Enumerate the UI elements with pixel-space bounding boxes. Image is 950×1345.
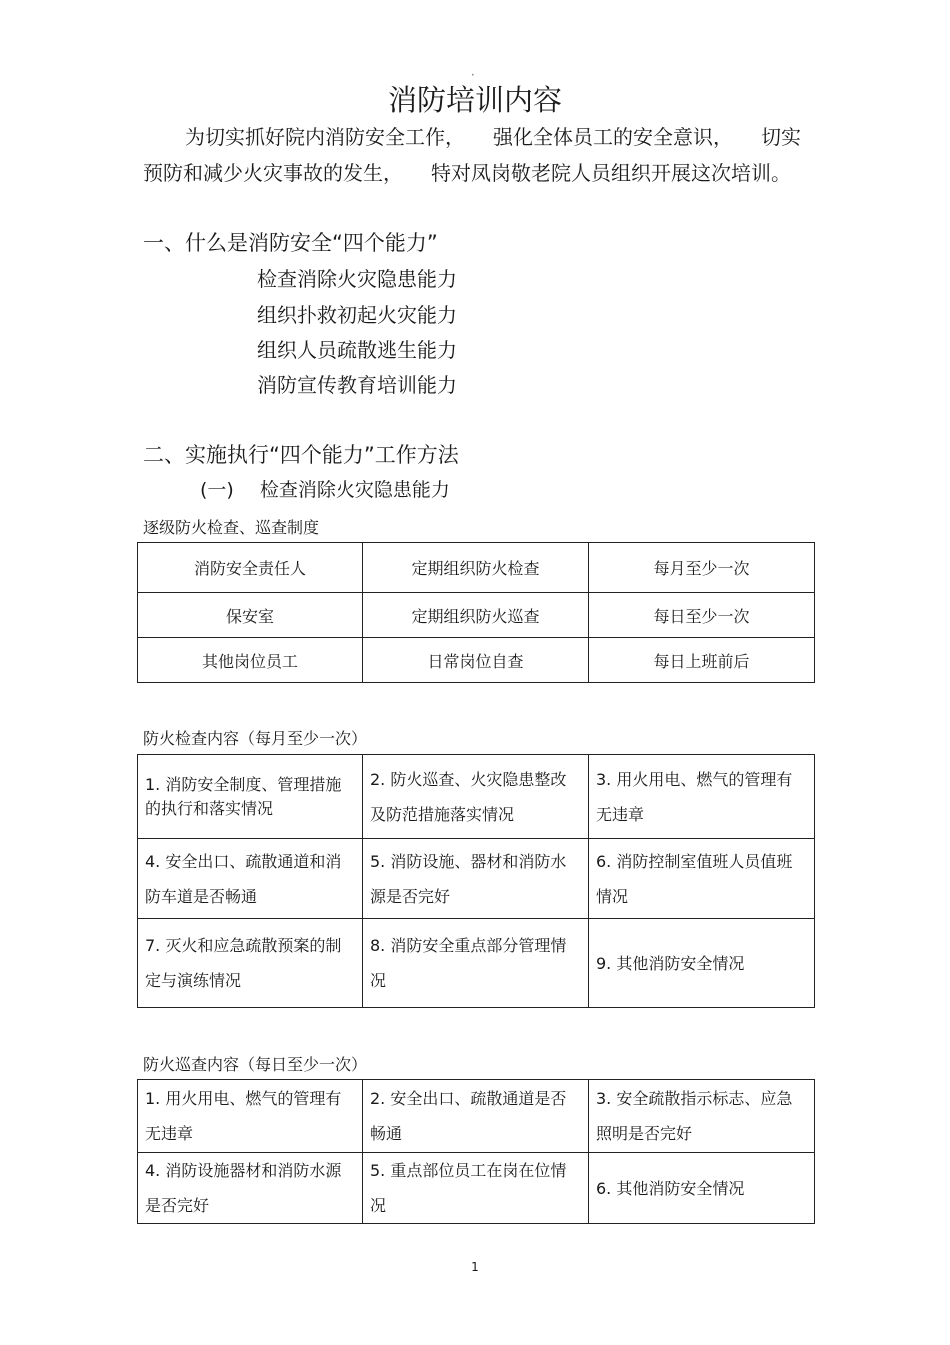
intro-line-2: 预防和减少火灾事故的发生， 特对凤岗敬老院人员组织开展这次培训。 bbox=[143, 161, 791, 185]
decorative-dot: • bbox=[471, 72, 475, 79]
table-cell: 每日至少一次 bbox=[589, 593, 815, 638]
table-cell: 1. 用火用电、燃气的管理有无违章 bbox=[138, 1080, 363, 1153]
table-cell: 5. 重点部位员工在岗在位情况 bbox=[363, 1153, 589, 1224]
table-cell: 2. 安全出口、疏散通道是否畅通 bbox=[363, 1080, 589, 1153]
table-cell: 日常岗位自查 bbox=[363, 638, 589, 683]
table-cell: 6. 其他消防安全情况 bbox=[589, 1153, 815, 1224]
table-row bbox=[138, 755, 815, 839]
table-cell: 每月至少一次 bbox=[589, 543, 815, 593]
table-cell: 定期组织防火巡查 bbox=[363, 593, 589, 638]
section1-heading: 一、什么是消防安全“四个能力” bbox=[143, 231, 438, 255]
table2-caption: 防火检查内容（每月至少一次） bbox=[143, 729, 368, 748]
table-cell: 每日上班前后 bbox=[589, 638, 815, 683]
table-cell: 定期组织防火检查 bbox=[363, 543, 589, 593]
table1-caption: 逐级防火检查、巡查制度 bbox=[143, 518, 320, 537]
table-cell: 8. 消防安全重点部分管理情况 bbox=[363, 919, 589, 1008]
subsection-number: (一) bbox=[200, 479, 234, 501]
daily-patrol-table bbox=[137, 1079, 815, 1224]
table-cell: 9. 其他消防安全情况 bbox=[589, 919, 815, 1008]
table-cell: 2. 防火巡查、火灾隐患整改及防范措施落实情况 bbox=[363, 755, 589, 839]
table-cell: 4. 消防设施器材和消防水源是否完好 bbox=[138, 1153, 363, 1224]
table-cell: 消防安全责任人 bbox=[138, 543, 363, 593]
ability-item: 消防宣传教育培训能力 bbox=[257, 373, 457, 397]
table-cell: 保安室 bbox=[138, 593, 363, 638]
page-number: 1 bbox=[471, 1260, 479, 1274]
ability-item: 检查消除火灾隐患能力 bbox=[257, 267, 457, 291]
table-cell: 4. 安全出口、疏散通道和消防车道是否畅通 bbox=[138, 839, 363, 919]
table-cell: 1. 消防安全制度、管理措施的执行和落实情况 bbox=[138, 755, 363, 839]
table3-caption: 防火巡查内容（每日至少一次） bbox=[143, 1055, 368, 1074]
monthly-inspection-table bbox=[137, 754, 815, 1008]
table-row bbox=[138, 638, 815, 683]
table-row bbox=[138, 593, 815, 638]
table-row bbox=[138, 1080, 815, 1153]
table-row bbox=[138, 543, 815, 593]
subsection-heading bbox=[200, 476, 450, 504]
table-row bbox=[138, 919, 815, 1008]
subsection-title: 检查消除火灾隐患能力 bbox=[259, 479, 450, 501]
table-cell: 6. 消防控制室值班人员值班情况 bbox=[589, 839, 815, 919]
table-cell: 7. 灭火和应急疏散预案的制定与演练情况 bbox=[138, 919, 363, 1008]
table-row bbox=[138, 1153, 815, 1224]
ability-item: 组织人员疏散逃生能力 bbox=[257, 338, 457, 362]
intro-line-1: 为切实抓好院内消防安全工作， 强化全体员工的安全意识， 切实 bbox=[185, 125, 801, 149]
page-title: 消防培训内容 bbox=[387, 83, 562, 117]
table-cell: 5. 消防设施、器材和消防水源是否完好 bbox=[363, 839, 589, 919]
intro-paragraph bbox=[143, 119, 823, 191]
table-row bbox=[138, 839, 815, 919]
table-cell: 3. 用火用电、燃气的管理有无违章 bbox=[589, 755, 815, 839]
table-cell: 3. 安全疏散指示标志、应急照明是否完好 bbox=[589, 1080, 815, 1153]
ability-item: 组织扑救初起火灾能力 bbox=[257, 303, 457, 327]
section2-heading: 二、实施执行“四个能力”工作方法 bbox=[143, 443, 459, 467]
table-cell: 其他岗位员工 bbox=[138, 638, 363, 683]
inspection-system-table bbox=[137, 542, 815, 683]
